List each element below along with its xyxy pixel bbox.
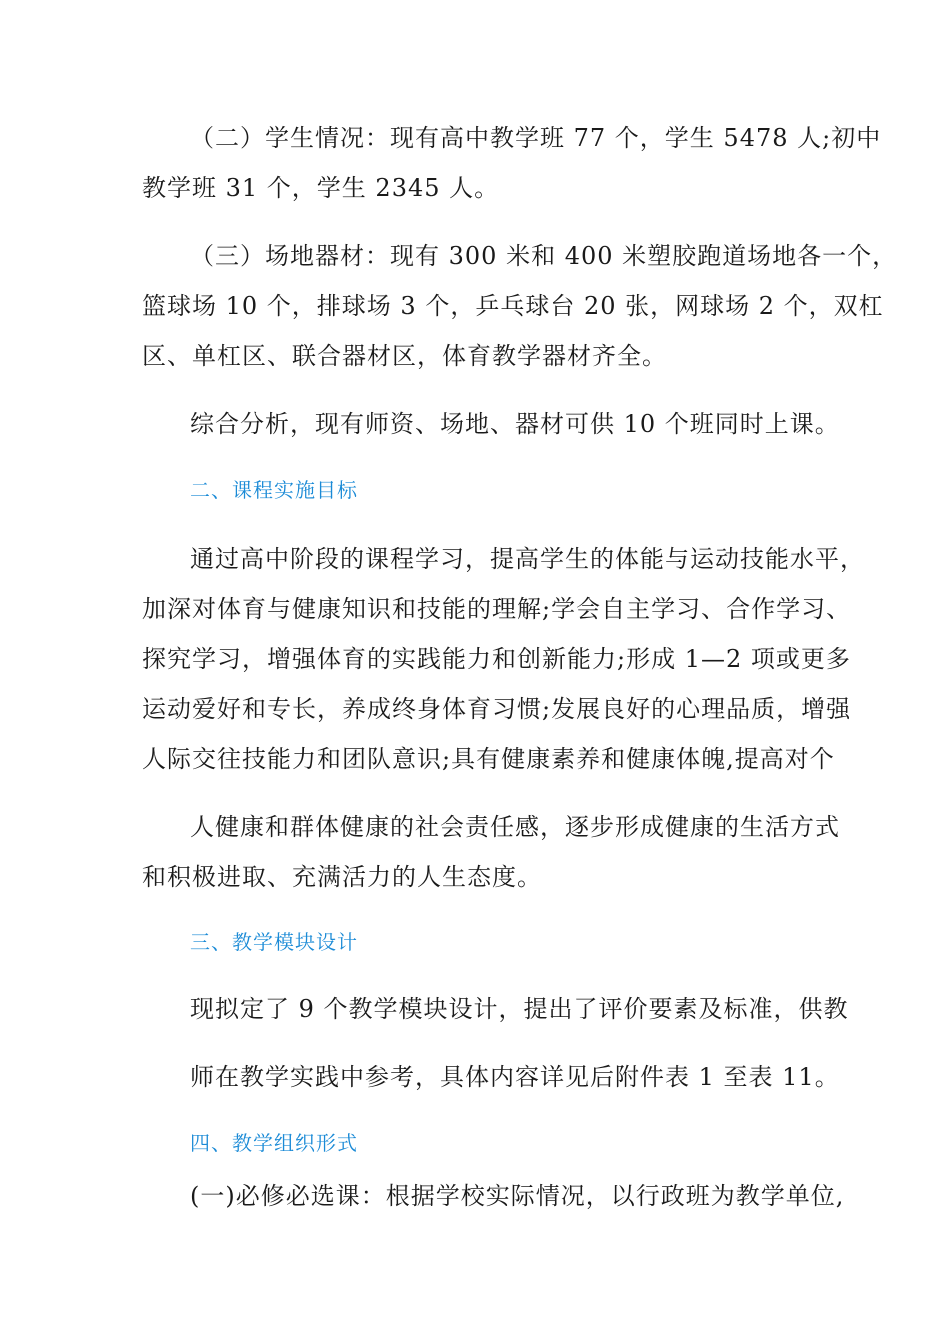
- modules-line-2: 师在教学实践中参考，具体内容详见后附件表 1 至表 11。: [190, 1063, 840, 1091]
- goals-cont-line-1: 人健康和群体健康的社会责任感，逐步形成健康的生活方式: [190, 813, 840, 841]
- heading-goals: 二、课程实施目标: [190, 478, 358, 502]
- analysis-line-1: 综合分析，现有师资、场地、器材可供 10 个班同时上课。: [190, 410, 840, 438]
- students-line-2: 教学班 31 个，学生 2345 人。: [142, 174, 500, 202]
- goals-cont-line-2: 和积极进取、充满活力的人生态度。: [142, 863, 542, 891]
- heading-modules: 三、教学模块设计: [190, 930, 358, 954]
- goals-line-4: 运动爱好和专长，养成终身体育习惯;发展良好的心理品质，增强: [142, 695, 852, 723]
- organization-line-1: (一)必修必选课：根据学校实际情况，以行政班为教学单位,: [190, 1182, 845, 1210]
- goals-line-3: 探究学习，增强体育的实践能力和创新能力;形成 1—2 项或更多: [142, 645, 851, 673]
- goals-line-5: 人际交往技能力和团队意识;具有健康素养和健康体魄,提高对个: [142, 745, 835, 773]
- facilities-line-1: （三）场地器材：现有 300 米和 400 米塑胶跑道场地各一个，: [190, 242, 898, 270]
- goals-line-2: 加深对体育与健康知识和技能的理解;学会自主学习、合作学习、: [142, 595, 852, 623]
- facilities-line-2: 篮球场 10 个，排球场 3 个，乒乓球台 20 张，网球场 2 个，双杠: [142, 292, 884, 320]
- modules-line-1: 现拟定了 9 个教学模块设计，提出了评价要素及标准，供教: [190, 995, 849, 1023]
- goals-line-1: 通过高中阶段的课程学习，提高学生的体能与运动技能水平，: [190, 545, 865, 573]
- facilities-line-3: 区、单杠区、联合器材区，体育教学器材齐全。: [142, 342, 667, 370]
- heading-organization: 四、教学组织形式: [190, 1131, 358, 1155]
- students-line-1: （二）学生情况：现有高中教学班 77 个，学生 5478 人;初中: [190, 124, 882, 152]
